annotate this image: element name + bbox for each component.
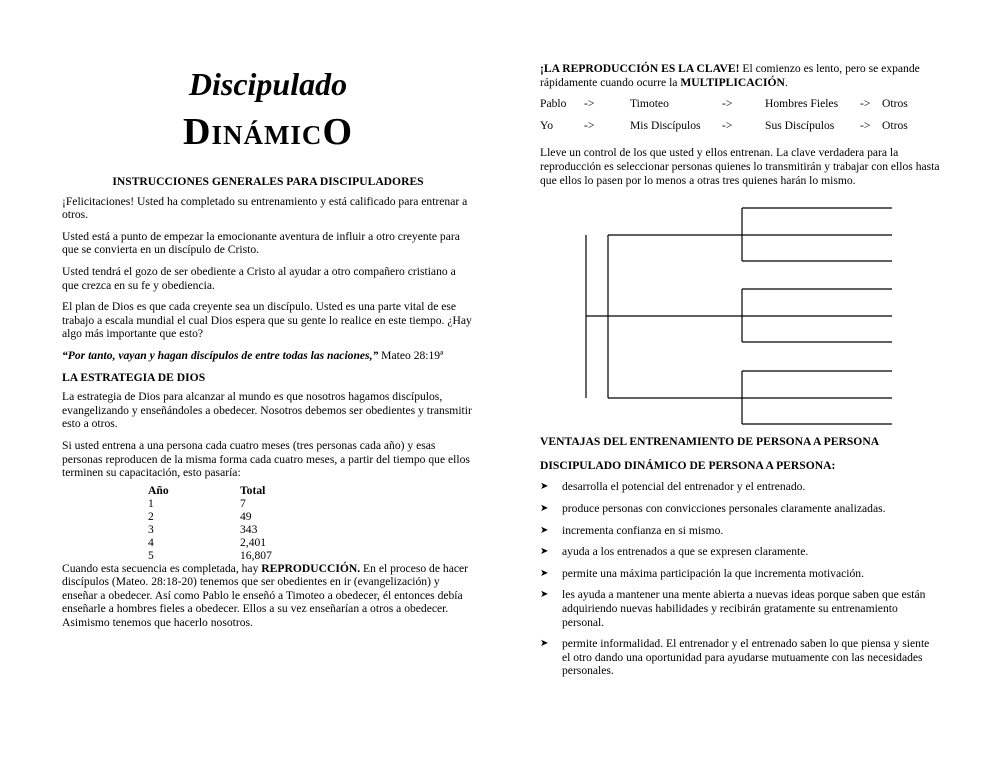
list-item [540, 567, 940, 581]
bible-quote: “Por tanto, vayan y hagan discípulos de entre todas las naciones,” [62, 348, 379, 362]
list-item [540, 524, 940, 538]
paragraph-quote [62, 349, 474, 363]
bible-reference: Mateo 28:19ª [378, 348, 444, 362]
arrow-bullet-icon: ➤ [540, 481, 549, 493]
table-row [148, 523, 332, 536]
arrow-bullet-icon: ➤ [540, 524, 549, 536]
reproduction-bold: REPRODUCCIÓN. [261, 561, 361, 575]
table-cell: 16,807 [240, 548, 272, 562]
chain-arrow: -> [860, 97, 871, 111]
list-item-text: desarrolla el potencial del entrenador y el entrenado. [562, 480, 806, 494]
chain-arrow: -> [722, 118, 733, 132]
table-cell: 4 [148, 535, 154, 549]
paragraph-adventure: Usted está a punto de empezar la emocionante aventura de influir a otro creyente para que se convierta en un discípulo de Cristo. [62, 229, 460, 257]
list-item [540, 588, 940, 629]
list-item-text: incrementa confianza en si mismo. [562, 523, 724, 537]
arrow-bullet-icon: ➤ [540, 638, 549, 650]
table-header-year: Año [148, 483, 169, 497]
instructions-heading: INSTRUCCIONES GENERALES PARA DISCIPULADORES [112, 175, 424, 188]
chain-cell: Mis Discípulos [630, 118, 701, 132]
strategy-heading: LA ESTRATEGIA DE DIOS [62, 370, 206, 384]
list-item-text: permite informalidad. El entrenador y el entrenado saben lo que piensa y siente el otro dando una oportunidad para ayudarse mutuamente con las necesidades personales. [562, 637, 930, 678]
chain-arrow: -> [722, 97, 733, 111]
chain-cell: Pablo [540, 97, 567, 111]
arrow-bullet-icon: ➤ [540, 567, 549, 579]
reproduction-text-b: En el proceso de hacer discípulos (Mateo. 28:18-20) tenemos que ser obedientes en ir (evangelización) y enseñar a obedecer. Así como Pablo le enseñó a Timoteo a obedecer, él entonces debía enseñarle a hombres fieles a obedecer. Ellos a su vez enseñarían a otros a obedecer. Asimismo tenemos que hacerlo nosotros. [62, 561, 468, 630]
arrow-bullet-icon: ➤ [540, 502, 549, 514]
paragraph-joy: Usted tendrá el gozo de ser obediente a Cristo al ayudar a otro compañero cristiano a que crezca en su fe y obediencia. [62, 264, 456, 292]
table-cell: 2 [148, 509, 154, 523]
reproduction-text-a: Cuando esta secuencia es completada, hay [62, 561, 262, 575]
chain-cell: Hombres Fieles [765, 97, 839, 111]
list-item-text: permite una máxima participación la que incrementa motivación. [562, 566, 864, 580]
paragraph-control: Lleve un control de los que usted y ellos entrenan. La clave verdadera para la reproducción es seleccionar personas quienes lo transmitirán y trabajar con ellos hasta que ellos lo pasen por lo menos a otras tres quienes harán lo mismo. [540, 146, 940, 187]
chain-cell: Sus Discípulos [765, 118, 835, 132]
advantages-heading: VENTAJAS DEL ENTRENAMIENTO DE PERSONA A PERSONA [540, 435, 880, 449]
chain-arrow: -> [860, 118, 871, 132]
list-item-text: produce personas con convicciones personales claramente analizadas. [562, 501, 886, 515]
chain-cell: Otros [882, 97, 908, 111]
chain-cell: Timoteo [630, 97, 669, 111]
paragraph-strategy: La estrategia de Dios para alcanzar al mundo es que nosotros hagamos discípulos, evangelizando y enseñándoles a obedecer. Nosotros debemos ser obedientes y transmitir esto a otros. [62, 390, 472, 431]
reproduction-key-end: . [784, 75, 788, 89]
chain-arrow: -> [584, 118, 595, 132]
table-cell: 3 [148, 522, 154, 536]
list-item [540, 480, 940, 494]
table-row [148, 549, 332, 562]
table-row [148, 536, 332, 549]
multiplication-bold: MULTIPLICACIÓN [680, 75, 785, 89]
title-dinamico-mid: INÁMIC [211, 120, 323, 150]
list-item [540, 502, 940, 516]
table-cell: 7 [240, 496, 246, 510]
discipleship-chain [540, 97, 908, 140]
list-item-text: ayuda a los entrenados a que se expresen claramente. [562, 545, 809, 559]
table-header-row [148, 484, 332, 497]
chain-row [540, 97, 908, 119]
reproduction-key-bold: ¡LA REPRODUCCIÓN ES LA CLAVE! [540, 62, 740, 75]
chain-row [540, 119, 908, 141]
table-cell: 2,401 [240, 535, 267, 549]
paragraph-reproduction-key [540, 62, 940, 89]
table-cell: 1 [148, 496, 154, 510]
table-header-total: Total [240, 483, 266, 497]
title-dinamico [62, 110, 474, 157]
table-cell: 5 [148, 548, 154, 562]
growth-table [148, 484, 332, 562]
chain-cell: Otros [882, 118, 908, 132]
table-cell: 343 [240, 522, 258, 536]
paragraph-gods-plan: El plan de Dios es que cada creyente sea un discípulo. Usted es una parte vital de ese trabajo a escala mundial el cual Dios espera que su gente lo realice en este tiempo. ¿Hay algo más importante que esto? [62, 300, 472, 341]
left-column [62, 60, 474, 638]
table-cell: 49 [240, 509, 252, 523]
table-row [148, 510, 332, 523]
title-dinamico-d: D [182, 111, 212, 153]
table-row [148, 497, 332, 510]
paragraph-reproduction [62, 562, 474, 630]
list-item [540, 637, 940, 678]
list-item [540, 545, 940, 559]
paragraph-congratulations: ¡Felicitaciones! Usted ha completado su entrenamiento y está calificado para entrenar a otros. [62, 194, 468, 222]
reproduction-tree-diagram [584, 203, 896, 428]
arrow-bullet-icon: ➤ [540, 546, 549, 558]
dynamic-discipleship-subheading: DISCIPULADO DINÁMICO DE PERSONA A PERSONA: [540, 458, 836, 472]
list-item-text: les ayuda a mantener una mente abierta a nuevas ideas porque saben que están adquiriendo nuevas habilidades y recibirán gratamente su entrenamiento personal. [562, 588, 926, 629]
paragraph-multiplication: Si usted entrena a una persona cada cuatro meses (tres personas cada año) y esas personas reproducen de la misma forma cada cuatro meses, a partir del tiempo que ellos terminen su capacitación, esto pasaría: [62, 438, 470, 480]
arrow-bullet-icon: ➤ [540, 589, 549, 601]
reproduction-key-text: El comienzo es lento, pero se expande rápidamente cuando ocurre la [540, 62, 920, 89]
title-dinamico-o: O [322, 111, 353, 153]
chain-arrow: -> [584, 97, 595, 111]
advantages-list [540, 480, 940, 678]
chain-cell: Yo [540, 118, 554, 132]
title-discipulado: Discipulado [188, 66, 348, 102]
